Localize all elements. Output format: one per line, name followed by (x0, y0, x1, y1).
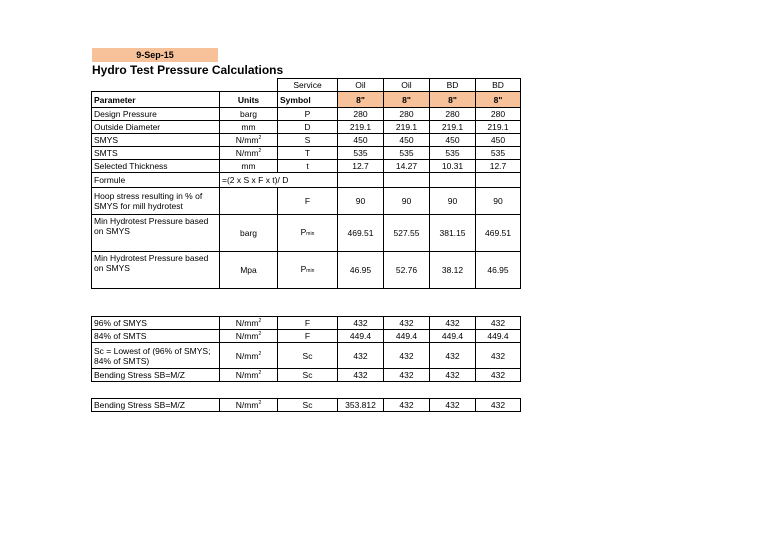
value-cell[interactable]: 432 (384, 399, 430, 412)
param-cell[interactable]: Min Hydrotest Pressure based on SMYS (92, 215, 220, 252)
value-cell[interactable] (476, 173, 521, 188)
symbol-text: P (300, 227, 307, 237)
units-cell[interactable] (220, 188, 278, 215)
value-cell[interactable]: 46.95 (476, 252, 521, 289)
value-cell[interactable]: 432 (384, 317, 430, 330)
header-symbol[interactable]: Symbol (278, 92, 338, 108)
value-cell[interactable]: 280 (384, 108, 430, 121)
symbol-cell[interactable]: F (278, 330, 338, 343)
hydro-test-table (91, 78, 521, 289)
value-cell[interactable]: 432 (430, 317, 476, 330)
param-cell[interactable]: 96% of SMYS (92, 317, 220, 330)
service-cell[interactable]: Oil (338, 79, 384, 92)
param-cell[interactable]: Sc = Lowest of (96% of SMYS; 84% of SMTS) (92, 343, 220, 369)
value-cell[interactable]: 449.4 (476, 330, 521, 343)
table-row (92, 399, 521, 412)
service-cell[interactable]: BD (476, 79, 521, 92)
param-cell[interactable]: Outside Diameter (92, 121, 220, 134)
symbol-cell[interactable] (278, 215, 338, 252)
table-row (92, 343, 521, 369)
units-cell[interactable] (220, 369, 278, 382)
value-cell[interactable]: 449.4 (430, 330, 476, 343)
units-superscript: 2 (258, 318, 262, 325)
units-superscript: 2 (258, 135, 262, 142)
units-superscript: 2 (258, 400, 262, 407)
value-cell[interactable]: 38.12 (430, 252, 476, 289)
units-cell[interactable] (220, 134, 278, 147)
table-row (92, 121, 521, 134)
symbol-cell[interactable]: S (278, 134, 338, 147)
formule-label[interactable]: Formule (92, 173, 220, 188)
param-cell[interactable]: Min Hydrotest Pressure based on SMYS (92, 252, 220, 289)
units-text: N/mm (235, 350, 259, 361)
value-cell[interactable]: 52.76 (384, 252, 430, 289)
units-cell[interactable] (220, 399, 278, 412)
symbol-text: P (300, 264, 307, 274)
service-row (92, 79, 521, 92)
date-cell[interactable]: 9-Sep-15 (92, 48, 218, 62)
value-cell[interactable]: 46.95 (338, 252, 384, 289)
table-row (92, 108, 521, 121)
value-cell[interactable]: 432 (476, 369, 521, 382)
param-cell[interactable]: SMYS (92, 134, 220, 147)
bending-table (91, 398, 521, 412)
stress-table (91, 316, 521, 382)
value-cell[interactable]: 432 (338, 343, 384, 369)
units-cell[interactable]: mm (220, 121, 278, 134)
min-pressure-barg-row (92, 215, 521, 252)
table-row (92, 147, 521, 160)
units-cell[interactable]: Mpa (220, 252, 278, 289)
size-cell[interactable]: 8" (430, 92, 476, 108)
value-cell[interactable] (384, 173, 430, 188)
sheet-title: Hydro Test Pressure Calculations (92, 63, 284, 77)
value-cell[interactable]: 432 (476, 343, 521, 369)
param-cell[interactable]: Bending Stress SB=M/Z (92, 399, 220, 412)
value-cell[interactable]: 432 (338, 369, 384, 382)
header-row (92, 92, 521, 108)
formule-text[interactable]: =(2 x S x F x t)/ D (220, 173, 338, 188)
service-label[interactable]: Service (278, 79, 338, 92)
table-row (92, 160, 521, 173)
param-cell[interactable]: 84% of SMTS (92, 330, 220, 343)
value-cell[interactable]: 449.4 (338, 330, 384, 343)
units-cell[interactable] (220, 330, 278, 343)
value-cell[interactable]: 219.1 (476, 121, 521, 134)
param-cell[interactable]: Hoop stress resulting in % of SMYS for mill hydrotest (92, 188, 220, 215)
value-cell[interactable] (430, 173, 476, 188)
symbol-cell[interactable]: t (278, 160, 338, 173)
value-cell[interactable]: 381.15 (430, 215, 476, 252)
value-cell[interactable]: 90 (384, 188, 430, 215)
value-cell[interactable]: 280 (338, 108, 384, 121)
header-parameter[interactable]: Parameter (92, 92, 220, 108)
min-pressure-mpa-row (92, 252, 521, 289)
value-cell[interactable]: 449.4 (384, 330, 430, 343)
units-text: N/mm (235, 135, 259, 145)
value-cell[interactable]: 450 (430, 134, 476, 147)
value-cell[interactable]: 535 (338, 147, 384, 160)
units-superscript: 2 (258, 370, 262, 377)
symbol-cell[interactable]: P (278, 108, 338, 121)
value-cell[interactable]: 469.51 (338, 215, 384, 252)
value-cell[interactable]: 527.55 (384, 215, 430, 252)
service-cell[interactable]: Oil (384, 79, 430, 92)
value-cell[interactable]: 450 (338, 134, 384, 147)
value-cell[interactable]: 219.1 (338, 121, 384, 134)
units-cell[interactable] (220, 317, 278, 330)
value-cell[interactable]: 90 (476, 188, 521, 215)
table-row (92, 134, 521, 147)
units-text: N/mm (235, 400, 259, 410)
size-cell[interactable]: 8" (476, 92, 521, 108)
units-cell[interactable] (220, 343, 278, 369)
units-superscript: 2 (258, 148, 262, 155)
symbol-cell[interactable]: Sc (278, 343, 338, 369)
units-text: N/mm (235, 370, 259, 380)
table-row (92, 317, 521, 330)
value-cell[interactable]: 219.1 (384, 121, 430, 134)
value-cell[interactable]: 280 (476, 108, 521, 121)
value-cell[interactable]: 432 (430, 399, 476, 412)
value-cell[interactable]: 432 (476, 317, 521, 330)
value-cell[interactable] (338, 173, 384, 188)
size-cell[interactable]: 8" (384, 92, 430, 108)
value-cell[interactable]: 432 (384, 369, 430, 382)
value-cell[interactable]: 432 (338, 317, 384, 330)
param-cell[interactable]: SMTS (92, 147, 220, 160)
value-cell[interactable]: 280 (430, 108, 476, 121)
param-cell[interactable]: Design Pressure (92, 108, 220, 121)
value-cell[interactable]: 450 (384, 134, 430, 147)
formule-row (92, 173, 521, 188)
value-cell[interactable]: 14.27 (384, 160, 430, 173)
value-cell[interactable]: 10.31 (430, 160, 476, 173)
units-cell[interactable]: mm (220, 160, 278, 173)
value-cell[interactable]: 535 (384, 147, 430, 160)
value-cell[interactable]: 450 (476, 134, 521, 147)
symbol-cell[interactable]: F (278, 317, 338, 330)
value-cell[interactable]: 469.51 (476, 215, 521, 252)
value-cell[interactable]: 90 (430, 188, 476, 215)
symbol-cell[interactable]: Sc (278, 399, 338, 412)
value-cell[interactable]: 432 (430, 343, 476, 369)
header-units[interactable]: Units (220, 92, 278, 108)
value-cell[interactable]: 535 (476, 147, 521, 160)
symbol-cell[interactable]: Sc (278, 369, 338, 382)
param-cell[interactable]: Selected Thickness (92, 160, 220, 173)
value-cell[interactable]: 353.812 (338, 399, 384, 412)
value-cell[interactable]: 12.7 (476, 160, 521, 173)
value-cell[interactable]: 432 (384, 343, 430, 369)
symbol-cell[interactable]: F (278, 188, 338, 215)
value-cell[interactable]: 432 (476, 399, 521, 412)
value-cell[interactable]: 90 (338, 188, 384, 215)
symbol-cell[interactable]: T (278, 147, 338, 160)
table-row (92, 330, 521, 343)
value-cell[interactable]: 535 (430, 147, 476, 160)
units-text: N/mm (235, 318, 259, 328)
value-cell[interactable]: 12.7 (338, 160, 384, 173)
value-cell[interactable]: 432 (430, 369, 476, 382)
symbol-subscript: min (306, 268, 315, 274)
table-row (92, 369, 521, 382)
units-text: N/mm (235, 331, 259, 341)
hoop-row (92, 188, 521, 215)
param-cell[interactable]: Bending Stress SB=M/Z (92, 369, 220, 382)
service-cell[interactable]: BD (430, 79, 476, 92)
units-superscript: 2 (258, 350, 262, 357)
value-cell[interactable]: 219.1 (430, 121, 476, 134)
symbol-cell[interactable] (278, 252, 338, 289)
symbol-subscript: min (306, 231, 315, 237)
symbol-cell[interactable]: D (278, 121, 338, 134)
units-superscript: 2 (258, 331, 262, 338)
units-cell[interactable]: barg (220, 108, 278, 121)
size-cell[interactable]: 8" (338, 92, 384, 108)
units-cell[interactable] (220, 147, 278, 160)
units-cell[interactable]: barg (220, 215, 278, 252)
units-text: N/mm (235, 148, 259, 158)
